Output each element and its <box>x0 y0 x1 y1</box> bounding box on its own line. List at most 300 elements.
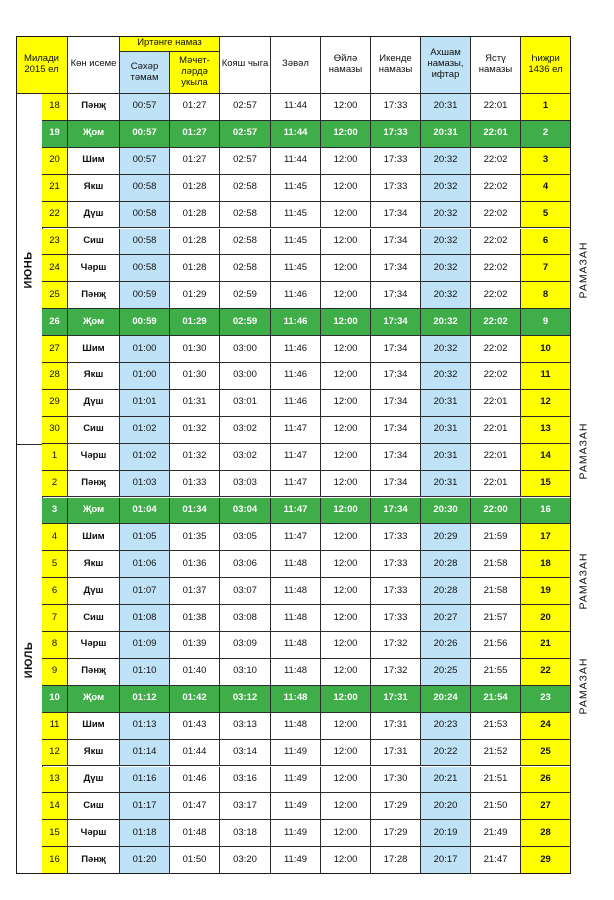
sunrise-cell: 02:58 <box>220 175 271 202</box>
hijri-cell: 10 <box>521 336 571 363</box>
hijri-cell: 11 <box>521 363 571 390</box>
header-saher: Сәхәр тәмам <box>120 52 170 94</box>
isha-cell: 21:55 <box>471 659 521 686</box>
day-number-cell: 9 <box>42 659 68 686</box>
ramazan-label-1: РАМАЗАН <box>577 241 589 298</box>
weekday-cell: Җом <box>68 309 120 336</box>
header-morning-prayer: Иртәнге намаз <box>120 36 220 52</box>
day-number-cell: 3 <box>42 498 68 525</box>
sunrise-cell: 03:14 <box>220 740 271 767</box>
isha-cell: 21:56 <box>471 632 521 659</box>
isha-cell: 22:02 <box>471 255 521 282</box>
maghrib-cell: 20:23 <box>421 713 471 740</box>
dhuhr-cell: 12:00 <box>321 847 371 874</box>
asr-cell: 17:31 <box>371 740 421 767</box>
isha-cell: 22:01 <box>471 94 521 121</box>
sunrise-cell: 02:59 <box>220 309 271 336</box>
asr-cell: 17:30 <box>371 767 421 794</box>
weekday-cell: Сиш <box>68 417 120 444</box>
asr-cell: 17:29 <box>371 793 421 820</box>
day-number-cell: 29 <box>42 390 68 417</box>
saher-cell: 01:02 <box>120 444 170 471</box>
ramazan-label-3: РАМАЗАН <box>577 552 589 610</box>
maghrib-cell: 20:31 <box>421 121 471 148</box>
maghrib-cell: 20:26 <box>421 632 471 659</box>
day-number-cell: 30 <box>42 417 68 444</box>
day-number-cell: 26 <box>42 309 68 336</box>
zenith-cell: 11:45 <box>271 229 321 256</box>
mechet-cell: 01:36 <box>170 551 220 578</box>
maghrib-cell: 20:31 <box>421 444 471 471</box>
weekday-cell: Дүш <box>68 767 120 794</box>
asr-cell: 17:31 <box>371 713 421 740</box>
header-miladi: Милади 2015 ел <box>16 36 68 94</box>
header-zenith: Зәвәл <box>271 36 321 94</box>
mechet-cell: 01:29 <box>170 309 220 336</box>
day-number-cell: 20 <box>42 148 68 175</box>
sunrise-cell: 03:13 <box>220 713 271 740</box>
hijri-cell: 1 <box>521 94 571 121</box>
weekday-cell: Пәнҗ <box>68 94 120 121</box>
dhuhr-cell: 12:00 <box>321 713 371 740</box>
sunrise-cell: 03:20 <box>220 847 271 874</box>
asr-cell: 17:33 <box>371 175 421 202</box>
isha-cell: 21:58 <box>471 578 521 605</box>
isha-cell: 22:01 <box>471 121 521 148</box>
hijri-cell: 3 <box>521 148 571 175</box>
saher-cell: 01:01 <box>120 390 170 417</box>
day-number-cell: 5 <box>42 551 68 578</box>
mechet-cell: 01:31 <box>170 390 220 417</box>
mechet-cell: 01:38 <box>170 605 220 632</box>
day-number-cell: 16 <box>42 847 68 874</box>
weekday-cell: Җом <box>68 121 120 148</box>
isha-cell: 22:02 <box>471 229 521 256</box>
sunrise-cell: 03:10 <box>220 659 271 686</box>
sunrise-cell: 03:18 <box>220 820 271 847</box>
weekday-cell: Якш <box>68 551 120 578</box>
zenith-cell: 11:47 <box>271 417 321 444</box>
hijri-cell: 12 <box>521 390 571 417</box>
isha-cell: 21:57 <box>471 605 521 632</box>
asr-cell: 17:32 <box>371 632 421 659</box>
maghrib-cell: 20:22 <box>421 740 471 767</box>
dhuhr-cell: 12:00 <box>321 229 371 256</box>
isha-cell: 22:02 <box>471 148 521 175</box>
dhuhr-cell: 12:00 <box>321 309 371 336</box>
hijri-cell: 2 <box>521 121 571 148</box>
saher-cell: 00:58 <box>120 229 170 256</box>
asr-cell: 17:34 <box>371 498 421 525</box>
header-isha: Ястү намазы <box>471 36 521 94</box>
dhuhr-cell: 12:00 <box>321 202 371 229</box>
zenith-cell: 11:49 <box>271 793 321 820</box>
weekday-cell: Чәрш <box>68 444 120 471</box>
asr-cell: 17:33 <box>371 524 421 551</box>
dhuhr-cell: 12:00 <box>321 686 371 713</box>
maghrib-cell: 20:32 <box>421 282 471 309</box>
maghrib-cell: 20:31 <box>421 417 471 444</box>
isha-cell: 22:02 <box>471 336 521 363</box>
sunrise-cell: 03:00 <box>220 336 271 363</box>
sunrise-cell: 02:57 <box>220 121 271 148</box>
sunrise-cell: 02:58 <box>220 255 271 282</box>
saher-cell: 01:16 <box>120 767 170 794</box>
saher-cell: 01:08 <box>120 605 170 632</box>
mechet-cell: 01:48 <box>170 820 220 847</box>
saher-cell: 00:58 <box>120 255 170 282</box>
saher-cell: 01:04 <box>120 498 170 525</box>
hijri-cell: 20 <box>521 605 571 632</box>
hijri-cell: 27 <box>521 793 571 820</box>
hijri-cell: 13 <box>521 417 571 444</box>
day-number-cell: 19 <box>42 121 68 148</box>
maghrib-cell: 20:28 <box>421 578 471 605</box>
dhuhr-cell: 12:00 <box>321 363 371 390</box>
saher-cell: 00:59 <box>120 309 170 336</box>
hijri-cell: 18 <box>521 551 571 578</box>
day-number-cell: 11 <box>42 713 68 740</box>
isha-cell: 21:51 <box>471 767 521 794</box>
mechet-cell: 01:46 <box>170 767 220 794</box>
weekday-cell: Пәнҗ <box>68 282 120 309</box>
dhuhr-cell: 12:00 <box>321 444 371 471</box>
hijri-cell: 17 <box>521 524 571 551</box>
hijri-cell: 24 <box>521 713 571 740</box>
isha-cell: 22:02 <box>471 309 521 336</box>
sunrise-cell: 02:59 <box>220 282 271 309</box>
weekday-cell: Дүш <box>68 202 120 229</box>
maghrib-cell: 20:31 <box>421 471 471 498</box>
month-label-july: ИЮЛЬ <box>23 641 35 678</box>
zenith-cell: 11:49 <box>271 767 321 794</box>
saher-cell: 00:57 <box>120 94 170 121</box>
dhuhr-cell: 12:00 <box>321 740 371 767</box>
zenith-cell: 11:49 <box>271 847 321 874</box>
sunrise-cell: 03:05 <box>220 524 271 551</box>
day-number-cell: 15 <box>42 820 68 847</box>
dhuhr-cell: 12:00 <box>321 605 371 632</box>
sunrise-cell: 03:01 <box>220 390 271 417</box>
weekday-cell: Якш <box>68 363 120 390</box>
zenith-cell: 11:48 <box>271 659 321 686</box>
mechet-cell: 01:50 <box>170 847 220 874</box>
zenith-cell: 11:45 <box>271 202 321 229</box>
day-number-cell: 23 <box>42 229 68 256</box>
dhuhr-cell: 12:00 <box>321 820 371 847</box>
weekday-cell: Пәнҗ <box>68 847 120 874</box>
saher-cell: 01:00 <box>120 336 170 363</box>
mechet-cell: 01:35 <box>170 524 220 551</box>
asr-cell: 17:32 <box>371 659 421 686</box>
hijri-cell: 14 <box>521 444 571 471</box>
hijri-cell: 26 <box>521 767 571 794</box>
day-number-cell: 24 <box>42 255 68 282</box>
zenith-cell: 11:48 <box>271 686 321 713</box>
hijri-cell: 5 <box>521 202 571 229</box>
mechet-cell: 01:32 <box>170 417 220 444</box>
isha-cell: 21:59 <box>471 524 521 551</box>
month-label-june: ИЮНЬ <box>23 250 36 289</box>
day-number-cell: 28 <box>42 363 68 390</box>
mechet-cell: 01:27 <box>170 94 220 121</box>
weekday-cell: Дүш <box>68 578 120 605</box>
zenith-cell: 11:44 <box>271 94 321 121</box>
asr-cell: 17:34 <box>371 363 421 390</box>
mechet-cell: 01:28 <box>170 229 220 256</box>
header-asr: Икенде намазы <box>371 36 421 94</box>
isha-cell: 21:47 <box>471 847 521 874</box>
header-hijri: Һиҗри 1436 ел <box>521 36 571 94</box>
day-number-cell: 25 <box>42 282 68 309</box>
saher-cell: 01:17 <box>120 793 170 820</box>
zenith-cell: 11:47 <box>271 498 321 525</box>
mechet-cell: 01:39 <box>170 632 220 659</box>
hijri-cell: 21 <box>521 632 571 659</box>
header-maghrib: Ахшам намазы, ифтар <box>421 36 471 94</box>
isha-cell: 21:49 <box>471 820 521 847</box>
weekday-cell: Җом <box>68 498 120 525</box>
zenith-cell: 11:46 <box>271 363 321 390</box>
asr-cell: 17:34 <box>371 282 421 309</box>
sunrise-cell: 03:06 <box>220 551 271 578</box>
mechet-cell: 01:29 <box>170 282 220 309</box>
dhuhr-cell: 12:00 <box>321 767 371 794</box>
day-number-cell: 13 <box>42 767 68 794</box>
isha-cell: 22:02 <box>471 202 521 229</box>
prayer-timetable <box>16 36 589 874</box>
day-number-cell: 27 <box>42 336 68 363</box>
weekday-cell: Сиш <box>68 229 120 256</box>
mechet-cell: 01:28 <box>170 175 220 202</box>
hijri-cell: 28 <box>521 820 571 847</box>
weekday-cell: Якш <box>68 175 120 202</box>
weekday-cell: Пәнҗ <box>68 471 120 498</box>
zenith-cell: 11:46 <box>271 336 321 363</box>
ramazan-label-4: РАМАЗАН <box>577 657 589 715</box>
maghrib-cell: 20:21 <box>421 767 471 794</box>
sunrise-cell: 03:16 <box>220 767 271 794</box>
sunrise-cell: 03:12 <box>220 686 271 713</box>
saher-cell: 01:03 <box>120 471 170 498</box>
sunrise-cell: 03:17 <box>220 793 271 820</box>
isha-cell: 21:58 <box>471 551 521 578</box>
isha-cell: 21:52 <box>471 740 521 767</box>
zenith-cell: 11:44 <box>271 121 321 148</box>
isha-cell: 22:00 <box>471 498 521 525</box>
maghrib-cell: 20:19 <box>421 820 471 847</box>
mechet-cell: 01:47 <box>170 793 220 820</box>
hijri-cell: 29 <box>521 847 571 874</box>
zenith-cell: 11:45 <box>271 255 321 282</box>
sunrise-cell: 03:03 <box>220 471 271 498</box>
zenith-cell: 11:46 <box>271 282 321 309</box>
mechet-cell: 01:43 <box>170 713 220 740</box>
asr-cell: 17:33 <box>371 578 421 605</box>
maghrib-cell: 20:27 <box>421 605 471 632</box>
day-number-cell: 1 <box>42 444 68 471</box>
mechet-cell: 01:42 <box>170 686 220 713</box>
sunrise-cell: 02:57 <box>220 94 271 121</box>
saher-cell: 01:09 <box>120 632 170 659</box>
mechet-cell: 01:27 <box>170 148 220 175</box>
sunrise-cell: 03:07 <box>220 578 271 605</box>
dhuhr-cell: 12:00 <box>321 175 371 202</box>
asr-cell: 17:33 <box>371 551 421 578</box>
asr-cell: 17:33 <box>371 148 421 175</box>
asr-cell: 17:34 <box>371 390 421 417</box>
asr-cell: 17:29 <box>371 820 421 847</box>
dhuhr-cell: 12:00 <box>321 578 371 605</box>
maghrib-cell: 20:17 <box>421 847 471 874</box>
maghrib-cell: 20:32 <box>421 336 471 363</box>
saher-cell: 00:59 <box>120 282 170 309</box>
asr-cell: 17:34 <box>371 471 421 498</box>
dhuhr-cell: 12:00 <box>321 524 371 551</box>
hijri-cell: 25 <box>521 740 571 767</box>
dhuhr-cell: 12:00 <box>321 94 371 121</box>
mechet-cell: 01:37 <box>170 578 220 605</box>
maghrib-cell: 20:29 <box>421 524 471 551</box>
asr-cell: 17:34 <box>371 417 421 444</box>
saher-cell: 01:05 <box>120 524 170 551</box>
weekday-cell: Шим <box>68 148 120 175</box>
day-number-cell: 6 <box>42 578 68 605</box>
day-number-cell: 22 <box>42 202 68 229</box>
isha-cell: 22:01 <box>471 471 521 498</box>
sunrise-cell: 03:09 <box>220 632 271 659</box>
saher-cell: 00:58 <box>120 202 170 229</box>
saher-cell: 01:12 <box>120 686 170 713</box>
weekday-cell: Чәрш <box>68 255 120 282</box>
dhuhr-cell: 12:00 <box>321 498 371 525</box>
asr-cell: 17:31 <box>371 686 421 713</box>
dhuhr-cell: 12:00 <box>321 282 371 309</box>
maghrib-cell: 20:20 <box>421 793 471 820</box>
asr-cell: 17:34 <box>371 309 421 336</box>
isha-cell: 22:02 <box>471 282 521 309</box>
dhuhr-cell: 12:00 <box>321 417 371 444</box>
mechet-cell: 01:32 <box>170 444 220 471</box>
weekday-cell: Шим <box>68 336 120 363</box>
maghrib-cell: 20:32 <box>421 229 471 256</box>
hijri-cell: 16 <box>521 498 571 525</box>
hijri-cell: 23 <box>521 686 571 713</box>
mechet-cell: 01:28 <box>170 255 220 282</box>
zenith-cell: 11:47 <box>271 444 321 471</box>
asr-cell: 17:33 <box>371 94 421 121</box>
weekday-cell: Чәрш <box>68 820 120 847</box>
hijri-cell: 22 <box>521 659 571 686</box>
mechet-cell: 01:33 <box>170 471 220 498</box>
weekday-cell: Шим <box>68 524 120 551</box>
mechet-cell: 01:30 <box>170 336 220 363</box>
dhuhr-cell: 12:00 <box>321 255 371 282</box>
sunrise-cell: 02:57 <box>220 148 271 175</box>
weekday-cell: Дүш <box>68 390 120 417</box>
day-number-cell: 4 <box>42 524 68 551</box>
asr-cell: 17:33 <box>371 121 421 148</box>
maghrib-cell: 20:32 <box>421 175 471 202</box>
asr-cell: 17:34 <box>371 229 421 256</box>
weekday-cell: Шим <box>68 713 120 740</box>
hijri-cell: 19 <box>521 578 571 605</box>
saher-cell: 00:58 <box>120 175 170 202</box>
maghrib-cell: 20:32 <box>421 255 471 282</box>
mechet-cell: 01:34 <box>170 498 220 525</box>
saher-cell: 01:18 <box>120 820 170 847</box>
zenith-cell: 11:47 <box>271 471 321 498</box>
dhuhr-cell: 12:00 <box>321 659 371 686</box>
maghrib-cell: 20:31 <box>421 94 471 121</box>
saher-cell: 01:13 <box>120 713 170 740</box>
dhuhr-cell: 12:00 <box>321 390 371 417</box>
hijri-cell: 4 <box>521 175 571 202</box>
maghrib-cell: 20:32 <box>421 309 471 336</box>
header-day-name: Көн исеме <box>68 36 120 94</box>
zenith-cell: 11:45 <box>271 175 321 202</box>
header-sunrise: Кояш чыга <box>220 36 271 94</box>
asr-cell: 17:34 <box>371 444 421 471</box>
dhuhr-cell: 12:00 <box>321 148 371 175</box>
weekday-cell: Пәнҗ <box>68 659 120 686</box>
saher-cell: 01:14 <box>120 740 170 767</box>
asr-cell: 17:34 <box>371 202 421 229</box>
header-dhuhr: Өйлә намазы <box>321 36 371 94</box>
maghrib-cell: 20:31 <box>421 390 471 417</box>
hijri-cell: 9 <box>521 309 571 336</box>
weekday-cell: Якш <box>68 740 120 767</box>
saher-cell: 01:00 <box>120 363 170 390</box>
weekday-cell: Сиш <box>68 605 120 632</box>
sunrise-cell: 03:02 <box>220 444 271 471</box>
sunrise-cell: 03:08 <box>220 605 271 632</box>
zenith-cell: 11:46 <box>271 390 321 417</box>
hijri-cell: 7 <box>521 255 571 282</box>
isha-cell: 22:01 <box>471 444 521 471</box>
sunrise-cell: 03:02 <box>220 417 271 444</box>
dhuhr-cell: 12:00 <box>321 793 371 820</box>
zenith-cell: 11:48 <box>271 605 321 632</box>
saher-cell: 00:57 <box>120 148 170 175</box>
day-number-cell: 12 <box>42 740 68 767</box>
zenith-cell: 11:46 <box>271 309 321 336</box>
isha-cell: 22:01 <box>471 417 521 444</box>
zenith-cell: 11:48 <box>271 632 321 659</box>
mechet-cell: 01:28 <box>170 202 220 229</box>
mechet-cell: 01:30 <box>170 363 220 390</box>
zenith-cell: 11:44 <box>271 148 321 175</box>
asr-cell: 17:28 <box>371 847 421 874</box>
maghrib-cell: 20:25 <box>421 659 471 686</box>
mechet-cell: 01:40 <box>170 659 220 686</box>
saher-cell: 01:20 <box>120 847 170 874</box>
isha-cell: 22:01 <box>471 390 521 417</box>
zenith-cell: 11:48 <box>271 713 321 740</box>
maghrib-cell: 20:30 <box>421 498 471 525</box>
day-number-cell: 8 <box>42 632 68 659</box>
weekday-cell: Җом <box>68 686 120 713</box>
weekday-cell: Чәрш <box>68 632 120 659</box>
saher-cell: 00:57 <box>120 121 170 148</box>
dhuhr-cell: 12:00 <box>321 632 371 659</box>
isha-cell: 21:54 <box>471 686 521 713</box>
day-number-cell: 7 <box>42 605 68 632</box>
day-number-cell: 2 <box>42 471 68 498</box>
zenith-cell: 11:49 <box>271 740 321 767</box>
month-divider <box>16 444 42 445</box>
ramazan-label-2: РАМАЗАН <box>577 422 589 480</box>
